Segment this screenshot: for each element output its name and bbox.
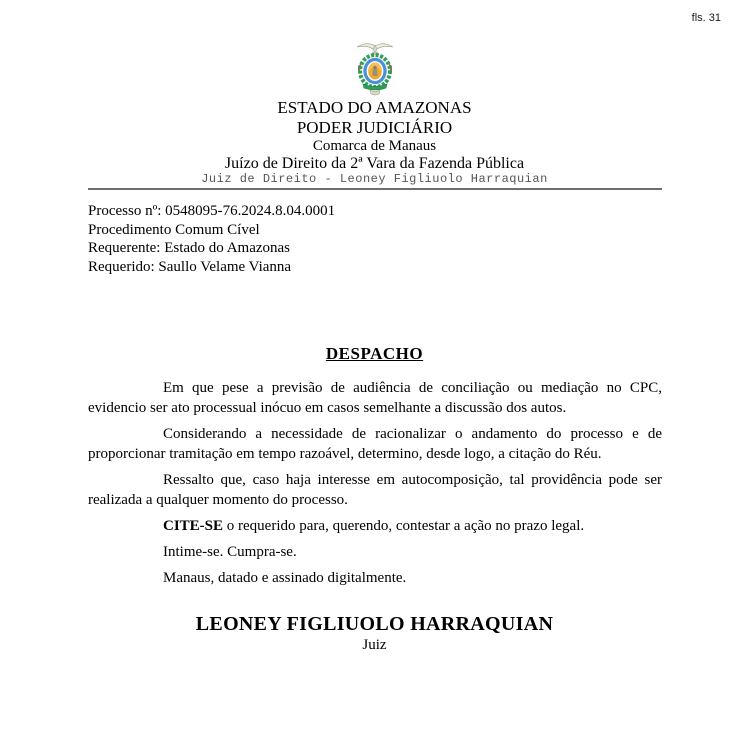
paragraph: Em que pese a previsão de audiência de conciliação ou mediação no CPC, evidencio ser ato processual inócuo em casos semelhante a discussão dos autos. bbox=[88, 380, 662, 416]
order-text: o requerido para, querendo, contestar a ação no prazo legal. bbox=[223, 518, 585, 534]
case-defendant: Requerido: Saullo Velame Vianna bbox=[88, 258, 292, 275]
court-letterhead bbox=[0, 0, 749, 187]
closing-line: Intime-se. Cumpra-se. bbox=[163, 544, 297, 560]
document-body bbox=[88, 378, 662, 588]
letterhead-branch: PODER JUDICIÁRIO bbox=[296, 118, 453, 137]
letterhead-judge-line: Juiz de Direito - Leoney Figliuolo Harraquian bbox=[201, 172, 548, 186]
folio-number: fls. 31 bbox=[691, 12, 721, 24]
case-process-number: Processo nº: 0548095-76.2024.8.04.0001 bbox=[88, 203, 336, 219]
letterhead-state: ESTADO DO AMAZONAS bbox=[277, 98, 472, 117]
case-procedure: Procedimento Comum Cível bbox=[88, 221, 260, 238]
document-title: DESPACHO bbox=[325, 344, 424, 363]
letterhead-court: Juízo de Direito da 2ª Vara da Fazenda Pública bbox=[224, 155, 525, 172]
amazonas-coat-of-arms-icon bbox=[350, 40, 400, 96]
paragraph: Ressalto que, caso haja interesse em autocomposição, tal providência pode ser realizada a qualquer momento do processo. bbox=[88, 472, 662, 508]
header-divider bbox=[88, 188, 662, 190]
judge-role: Juiz bbox=[362, 637, 387, 653]
paragraph: Considerando a necessidade de racionalizar o andamento do processo e de proporcionar tramitação em tempo razoável, determino, desde logo, a citação do Réu. bbox=[88, 426, 662, 462]
case-plaintiff: Requerente: Estado do Amazonas bbox=[88, 240, 291, 256]
order-paragraph bbox=[88, 516, 662, 536]
signature-block bbox=[0, 612, 749, 654]
closing-line: Manaus, datado e assinado digitalmente. bbox=[163, 570, 407, 586]
case-info-block bbox=[88, 202, 662, 276]
judge-name: LEONEY FIGLIUOLO HARRAQUIAN bbox=[195, 613, 554, 635]
order-keyword: CITE-SE bbox=[163, 518, 224, 534]
letterhead-comarca: Comarca de Manaus bbox=[312, 138, 437, 154]
